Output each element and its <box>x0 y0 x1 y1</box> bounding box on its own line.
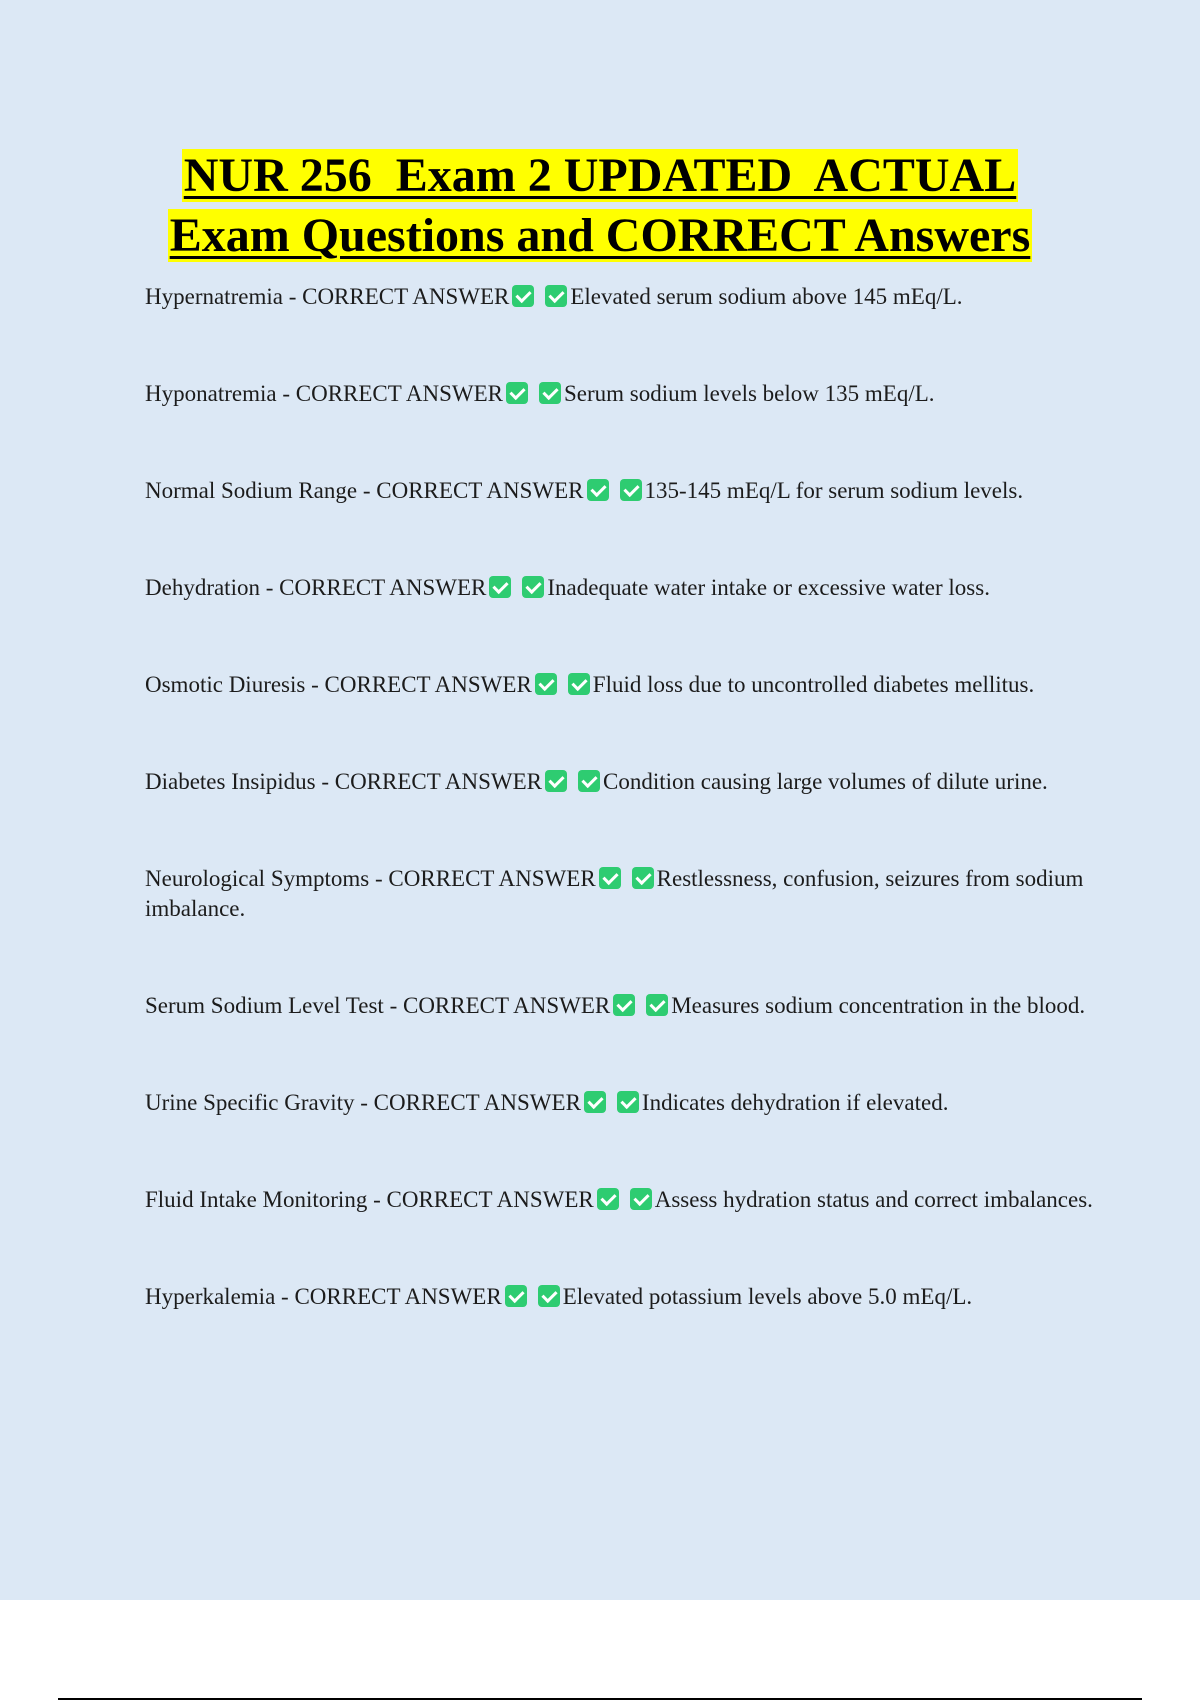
check-mark-icon <box>535 673 557 695</box>
entry-term: Urine Specific Gravity <box>145 1090 355 1115</box>
check-mark-icon <box>613 994 635 1016</box>
entry-answer: Restlessness, confusion, seizures from sodium imbalance. <box>145 866 1084 921</box>
entry-answer: 135-145 mEq/L for serum sodium levels. <box>644 478 1024 503</box>
entry-label: CORRECT ANSWER <box>295 381 503 406</box>
entry-label: CORRECT ANSWER <box>388 866 596 891</box>
entry-label: CORRECT ANSWER <box>402 993 611 1018</box>
qa-entry: Fluid Intake Monitoring - CORRECT ANSWER Assess hydration status and correct imbalances. <box>145 1187 1093 1212</box>
entry-term: Hypernatremia <box>145 284 283 309</box>
entry-label: CORRECT ANSWER <box>373 1090 581 1115</box>
check-mark-icon <box>646 994 668 1016</box>
entry-term: Fluid Intake Monitoring <box>145 1187 368 1212</box>
qa-entry: Hyponatremia - CORRECT ANSWER Serum sodium levels below 135 mEq/L. <box>145 381 935 406</box>
entry-term: Dehydration <box>145 575 260 600</box>
check-mark-icon <box>539 382 561 404</box>
qa-entry: Diabetes Insipidus - CORRECT ANSWER Condition causing large volumes of dilute urine. <box>145 769 1048 794</box>
check-mark-icon <box>584 1091 606 1113</box>
entry-term: Osmotic Diuresis <box>145 672 306 697</box>
qa-entry: Dehydration - CORRECT ANSWER Inadequate water intake or excessive water loss. <box>145 575 990 600</box>
entry-answer: Inadequate water intake or excessive water loss. <box>547 575 990 600</box>
entry-answer: Condition causing large volumes of dilute urine. <box>602 769 1048 794</box>
document-title <box>0 146 1200 266</box>
qa-entry: Hyperkalemia - CORRECT ANSWER Elevated potassium levels above 5.0 mEq/L. <box>145 1284 973 1309</box>
entry-answer: Serum sodium levels below 135 mEq/L. <box>564 381 935 406</box>
check-mark-icon <box>597 1188 619 1210</box>
entry-term: Hyperkalemia <box>145 1284 276 1309</box>
check-mark-icon <box>506 382 528 404</box>
entry-answer: Fluid loss due to uncontrolled diabetes mellitus. <box>592 672 1035 697</box>
check-mark-icon <box>578 770 600 792</box>
qa-entry: Hypernatremia - CORRECT ANSWER Elevated serum sodium above 145 mEq/L. <box>145 284 963 309</box>
entry-label: CORRECT ANSWER <box>279 575 487 600</box>
entry-term: Neurological Symptoms <box>145 866 370 891</box>
entry-term: Serum Sodium Level Test <box>145 993 384 1018</box>
entry-answer: Measures sodium concentration in the blood. <box>671 993 1086 1018</box>
check-mark-icon <box>599 867 621 889</box>
title-line-2: Exam Questions and CORRECT Answers <box>169 209 1031 262</box>
entry-term: Diabetes Insipidus <box>145 769 316 794</box>
entry-answer: Elevated potassium levels above 5.0 mEq/L. <box>562 1284 973 1309</box>
check-mark-icon <box>538 1285 560 1307</box>
check-mark-icon <box>522 576 544 598</box>
qa-entry: Osmotic Diuresis - CORRECT ANSWER Fluid loss due to uncontrolled diabetes mellitus. <box>145 672 1035 697</box>
qa-entry: Urine Specific Gravity - CORRECT ANSWER Indicates dehydration if elevated. <box>145 1090 949 1115</box>
title-line-1: NUR 256 Exam 2 UPDATED ACTUAL <box>183 149 1017 202</box>
entry-label: CORRECT ANSWER <box>294 1284 502 1309</box>
entry-term: Hyponatremia <box>145 381 277 406</box>
entry-label: CORRECT ANSWER <box>302 284 510 309</box>
check-mark-icon <box>587 479 609 501</box>
check-mark-icon <box>632 867 654 889</box>
qa-entry: Neurological Symptoms - CORRECT ANSWER Restlessness, confusion, seizures from sodium imbalance. <box>145 866 1084 921</box>
check-mark-icon <box>568 673 590 695</box>
check-mark-icon <box>617 1091 639 1113</box>
qa-entry: Serum Sodium Level Test - CORRECT ANSWER Measures sodium concentration in the blood. <box>145 993 1086 1018</box>
entry-label: CORRECT ANSWER <box>324 672 532 697</box>
check-mark-icon <box>489 576 511 598</box>
check-mark-icon <box>505 1285 527 1307</box>
check-mark-icon <box>512 285 534 307</box>
check-mark-icon <box>620 479 642 501</box>
check-mark-icon <box>545 770 567 792</box>
check-mark-icon <box>545 285 567 307</box>
entry-label: CORRECT ANSWER <box>386 1187 594 1212</box>
entry-answer: Indicates dehydration if elevated. <box>641 1090 949 1115</box>
qa-list <box>145 282 1095 1379</box>
qa-entry: Normal Sodium Range - CORRECT ANSWER 135-145 mEq/L for serum sodium levels. <box>145 478 1024 503</box>
entry-label: CORRECT ANSWER <box>334 769 542 794</box>
entry-answer: Elevated serum sodium above 145 mEq/L. <box>570 284 963 309</box>
entry-label: CORRECT ANSWER <box>376 478 584 503</box>
entry-answer: Assess hydration status and correct imbalances. <box>654 1187 1093 1212</box>
check-mark-icon <box>630 1188 652 1210</box>
entry-term: Normal Sodium Range <box>145 478 358 503</box>
